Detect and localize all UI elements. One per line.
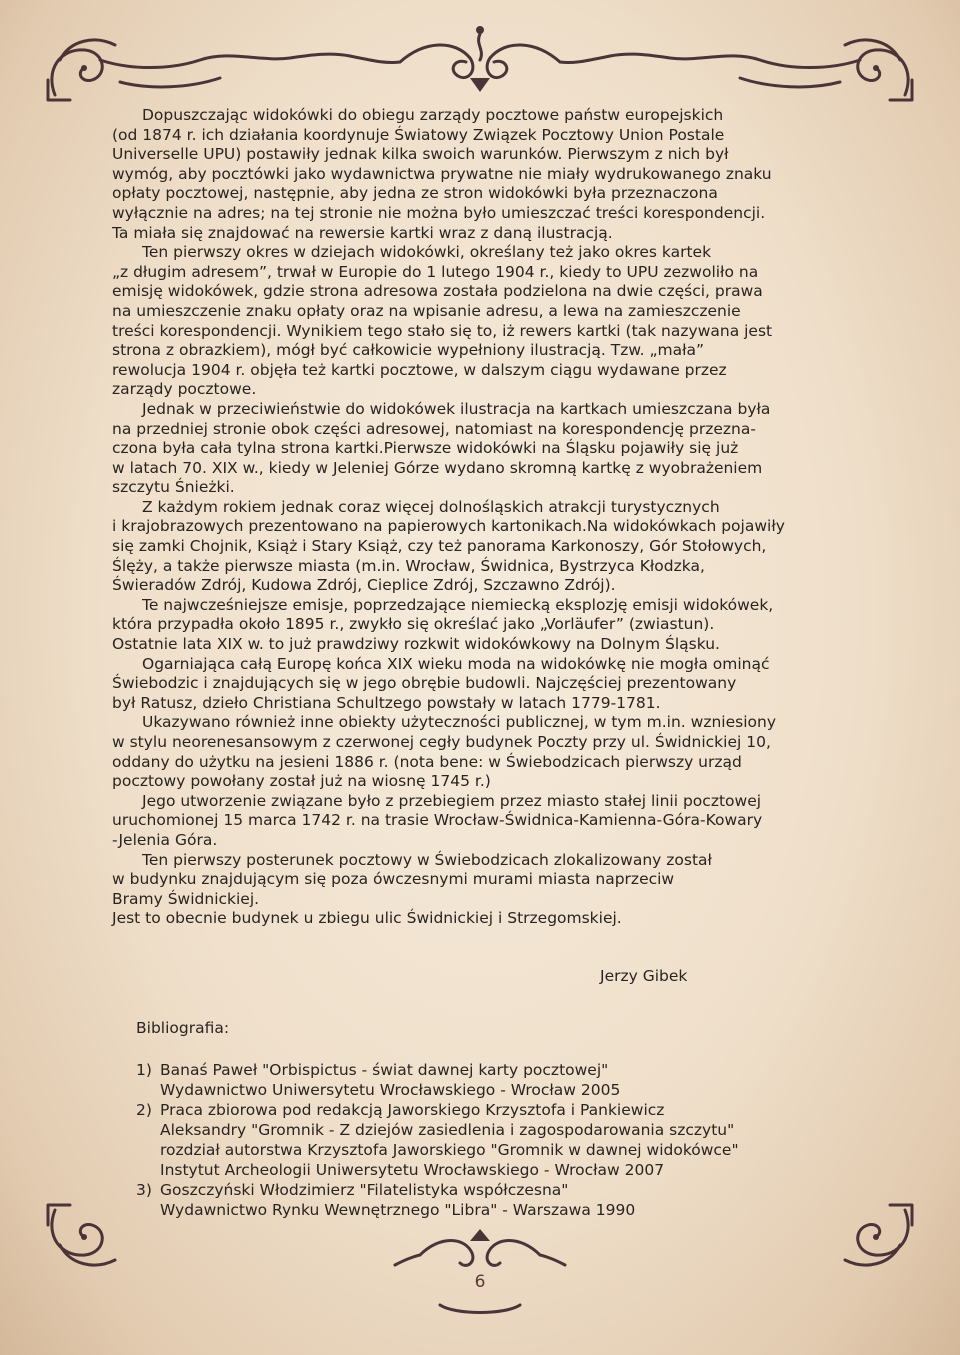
text-line: wymóg, aby pocztówki jako wydawnictwa prywatne nie miały wydrukowanego znaku xyxy=(112,164,772,183)
text-line: emisję widokówek, gdzie strona adresowa została podzielona na dwie części, prawa xyxy=(112,282,763,301)
bibliography-line: Wydawnictwo Uniwersytetu Wrocławskiego - Wrocław 2005 xyxy=(160,1081,621,1099)
bibliography-number: 3) xyxy=(136,1181,152,1199)
article-paragraph xyxy=(112,713,832,791)
text-line: Ten pierwszy posterunek pocztowy w Świebodzicach zlokalizowany został xyxy=(142,850,712,869)
text-line: na przedniej stronie obok części adresowej, natomiast na korespondencję przezna- xyxy=(112,419,756,438)
text-line: w budynku znajdującym się poza ówczesnymi murami miasta naprzeciw xyxy=(112,870,675,889)
text-line: Jednak w przeciwieństwie do widokówek ilustracja na kartkach umieszczana była xyxy=(142,399,771,418)
article-paragraph xyxy=(112,596,832,655)
text-line: Świeradów Zdrój, Kudowa Zdrój, Cieplice Zdrój, Szczawno Zdrój). xyxy=(112,576,616,595)
text-line: w stylu neorenesansowym z czerwonej cegły budynek Poczty przy ul. Świdnickiej 10, xyxy=(112,733,771,751)
text-line: na umieszczenie znaku opłaty oraz na wpisanie adresu, a lewa na zamieszczenie xyxy=(112,301,741,320)
top-ornament-frame-icon xyxy=(0,0,960,110)
article-paragraph xyxy=(112,851,832,910)
text-line: Ostatnie lata XIX w. to już prawdziwy rozkwit widokówkowy na Dolnym Śląsku. xyxy=(112,635,720,654)
text-line: strona z obrazkiem), mógł być całkowicie wypełniony ilustracją. Tzw. „mała” xyxy=(112,341,705,360)
article-paragraph xyxy=(112,106,832,126)
text-line: zarządy pocztowe. xyxy=(112,380,257,399)
text-line: Ogarniająca całą Europę końca XIX wieku moda na widokówkę nie mogła ominąć xyxy=(142,654,770,673)
text-line: Jego utworzenie związane było z przebiegiem przez miasto stałej linii pocztowej xyxy=(142,791,762,810)
text-line: i krajobrazowych prezentowano na papierowych kartonikach.Na widokówkach pojawiły xyxy=(112,517,785,536)
text-line: uruchomionej 15 marca 1742 r. na trasie Wrocław-Świdnica-Kamienna-Góra-Kowary xyxy=(112,811,763,830)
page-number: 6 xyxy=(474,1272,486,1292)
text-line: Ślęży, a także pierwsze miasta (m.in. Wrocław, Świdnica, Bystrzyca Kłodzka, xyxy=(112,556,705,575)
text-line: rewolucja 1904 r. objęła też kartki pocztowe, w dalszym ciągu wydawane przez xyxy=(112,360,727,379)
text-line: która przypadła około 1895 r., zwykło się określać jako „Vorläufer” (zwiastun). xyxy=(112,615,715,634)
text-line: Ten pierwszy okres w dziejach widokówki, określany też jako okres kartek xyxy=(142,243,712,262)
text-line: w latach 70. XIX w., kiedy w Jeleniej Górze wydano skromną kartkę z wyobrażeniem xyxy=(112,458,763,477)
bibliography-item xyxy=(136,1060,836,1100)
bibliography-line: Praca zbiorowa pod redakcją Jaworskiego Krzysztofa i Pankiewicz xyxy=(160,1101,665,1119)
bibliography-line: Wydawnictwo Rynku Wewnętrznego "Libra" - Warszawa 1990 xyxy=(160,1201,636,1219)
bibliography-line: Banaś Paweł "Orbispictus - świat dawnej karty pocztowej" xyxy=(160,1061,609,1079)
text-line: Te najwcześniejsze emisje, poprzedzające niemiecką eksplozję emisji widokówek, xyxy=(142,595,774,614)
article-paragraph xyxy=(112,243,832,400)
bibliography-list xyxy=(136,1060,836,1220)
text-line: Jest to obecnie budynek u zbiegu ulic Świdnickiej i Strzegomskiej. xyxy=(112,909,622,928)
bibliography-number: 2) xyxy=(136,1101,152,1119)
text-line: Ukazywano również inne obiekty użyteczności publicznej, w tym m.in. wzniesiony xyxy=(142,713,776,732)
bibliography-item xyxy=(136,1180,836,1220)
bibliography-number: 1) xyxy=(136,1061,152,1079)
text-line: był Ratusz, dzieło Christiana Schultzego powstały w latach 1779-1781. xyxy=(112,693,661,712)
text-line: treści korespondencji. Wynikiem tego stało się to, iż rewers kartki (tak nazywana jest xyxy=(112,321,773,340)
text-line: -Jelenia Góra. xyxy=(112,830,218,849)
text-line: Świebodzic i znajdujących się w jego obrębie budowli. Najczęściej prezentowany xyxy=(112,674,737,693)
bibliography-item xyxy=(136,1100,836,1180)
bibliography-line: rozdział autorstwa Krzysztofa Jaworskiego "Gromnik w dawnej widokówce" xyxy=(160,1141,739,1159)
author-signature: Jerzy Gibek xyxy=(600,967,688,985)
bibliography-line: Aleksandry "Gromnik - Z dziejów zasiedlenia i zagospodarowania szczytu" xyxy=(160,1121,735,1139)
text-line: (od 1874 r. ich działania koordynuje Światowy Związek Pocztowy Union Postale xyxy=(112,125,725,144)
text-line: pocztowy powołany został już na wiosnę 1745 r.) xyxy=(112,772,491,791)
text-line: Z każdym rokiem jednak coraz więcej dolnośląskich atrakcji turystycznych xyxy=(142,497,720,516)
text-line: się zamki Chojnik, Książ i Stary Książ, czy też panorama Karkonoszy, Gór Stołowych, xyxy=(112,537,767,556)
text-line: szczytu Śnieżki. xyxy=(112,478,235,497)
text-line: Bramy Świdnickiej. xyxy=(112,889,260,908)
article-paragraph xyxy=(112,655,832,714)
text-line: oddany do użytku na jesieni 1886 r. (nota bene: w Świebodzicach pierwszy urząd xyxy=(112,752,742,771)
text-line: „z długim adresem”, trwał w Europie do 1 lutego 1904 r., kiedy to UPU zezwoliło na xyxy=(112,262,759,281)
text-line: czona była cała tylna strona kartki.Pierwsze widokówki na Śląsku pojawiły się już xyxy=(112,439,739,458)
text-line: opłaty pocztowej, następnie, aby jedna ze stron widokówki była przeznaczona xyxy=(112,184,718,203)
article-paragraph xyxy=(112,792,832,851)
text-line: Dopuszczając widokówki do obiegu zarządy pocztowe państw europejskich xyxy=(142,106,724,124)
bibliography-line: Instytut Archeologii Uniwersytetu Wrocławskiego - Wrocław 2007 xyxy=(160,1161,665,1179)
article-paragraph xyxy=(112,400,832,498)
article-paragraph xyxy=(112,909,832,929)
text-line: Universelle UPU) postawiły jednak kilka swoich warunków. Pierwszym z nich był xyxy=(112,145,729,164)
text-line: Ta miała się znajdować na rewersie kartki wraz z daną ilustracją. xyxy=(112,223,613,242)
article-body xyxy=(112,106,832,929)
bibliography-heading: Bibliografia: xyxy=(136,1019,230,1037)
text-line: wyłącznie na adres; na tej stronie nie można było umieszczać treści korespondencji. xyxy=(112,203,766,222)
article-paragraph xyxy=(112,498,832,596)
article-paragraph xyxy=(112,126,832,244)
bibliography-line: Goszczyński Włodzimierz "Filatelistyka współczesna" xyxy=(160,1181,569,1199)
